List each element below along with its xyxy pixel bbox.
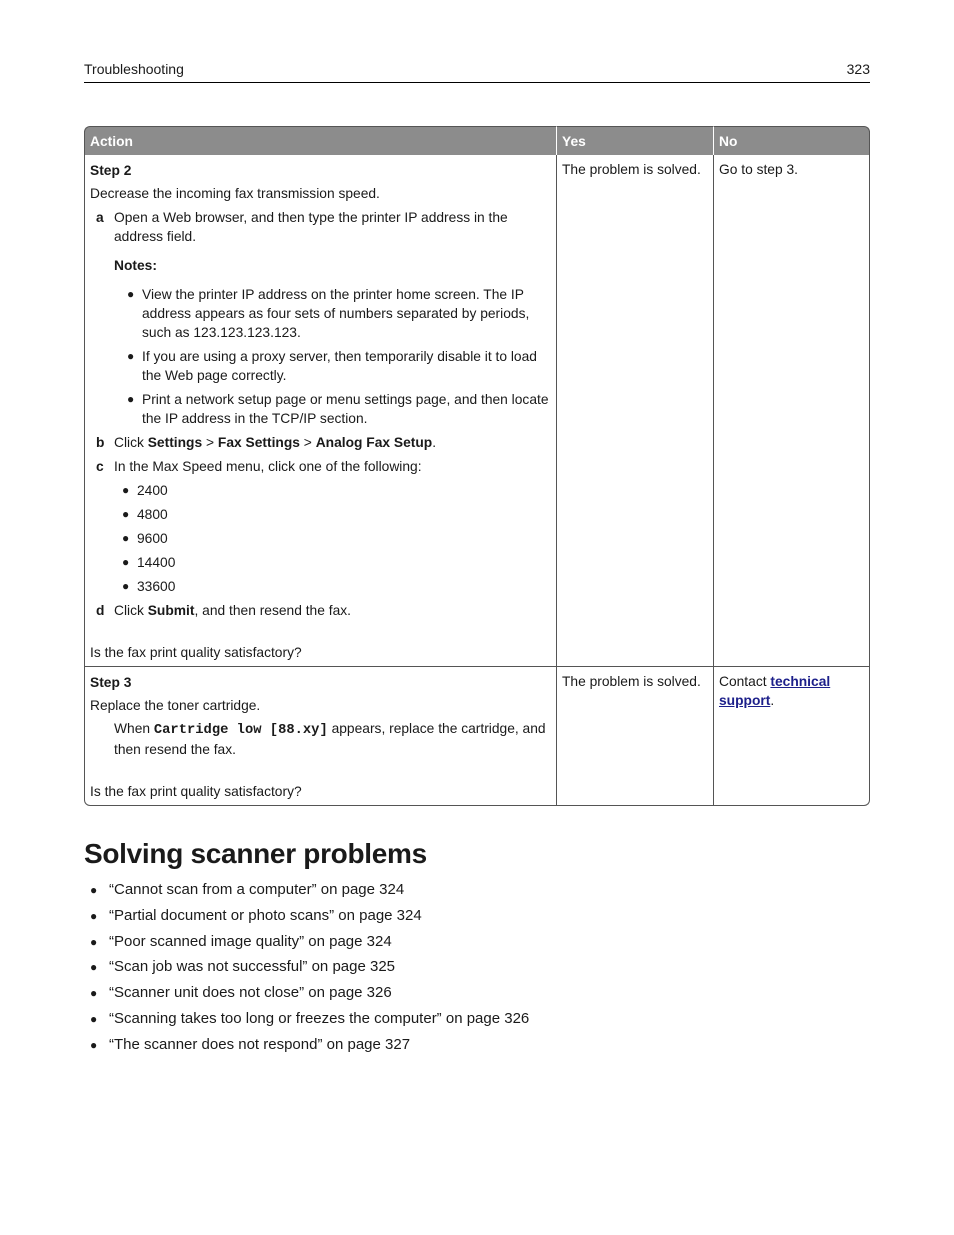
instruction-suffix: appears, replace the cartridge, and then resend the fax. [114,721,546,757]
scanner-problems-list [84,880,529,1061]
step-2-yes-cell: The problem is solved. [557,155,714,667]
step-3-action-cell [84,667,557,806]
list-item [84,932,529,952]
note-item [90,347,551,385]
troubleshooting-table [84,126,870,806]
step-3-title: Step 3 [90,675,132,690]
note-text: If you are using a proxy server, then temporarily disable it to load the Web page correctly. [142,349,537,383]
table-row-step-2 [84,155,870,667]
substep-letter: d [96,603,105,618]
column-header-action: Action [84,126,557,155]
bullet-icon: ● [127,349,135,363]
topic-link[interactable]: “The scanner does not respond” on page 327 [109,1035,411,1053]
speed-option [90,577,551,596]
bullet-icon: ● [90,1011,98,1026]
page-header [84,60,870,83]
substep-text: In the Max Speed menu, click one of the following: [114,459,422,474]
topic-link[interactable]: “Poor scanned image quality” on page 324 [109,932,392,950]
step-2-question: Is the fax print quality satisfactory? [90,645,302,660]
step-3-no-cell [714,667,870,806]
speed-value: 4800 [137,507,168,522]
bullet-icon: ● [127,392,135,406]
substep-text: Open a Web browser, and then type the printer IP address in the address field. [114,210,508,244]
table-row-step-3 [84,667,870,806]
topic-link[interactable]: “Partial document or photo scans” on page 324 [109,906,422,924]
speed-option [90,505,551,524]
speed-option [90,529,551,548]
bullet-icon: ● [90,934,98,949]
list-item [84,957,529,977]
step-2-intro: Decrease the incoming fax transmission speed. [90,186,380,201]
list-item [84,983,529,1003]
step-2-action-cell [84,155,557,667]
list-item [84,1035,529,1055]
step-3-intro: Replace the toner cartridge. [90,698,261,713]
substep-text: Click [114,603,148,618]
bullet-icon: ● [122,579,130,593]
note-item [90,390,551,428]
speed-value: 2400 [137,483,168,498]
speed-value: 33600 [137,579,176,594]
note-text: Print a network setup page or menu settings page, and then locate the IP address in the TCP/IP section. [142,392,549,426]
step-3-yes-cell: The problem is solved. [557,667,714,806]
step-2-substep-a [90,208,551,246]
list-item [84,880,529,900]
step-2-substep-d [90,601,551,620]
menu-path-separator: > [202,435,218,450]
bullet-icon: ● [90,908,98,923]
column-header-yes: Yes [557,126,714,155]
instruction-prefix: When [114,721,154,736]
topic-link[interactable]: “Scan job was not successful” on page 325 [109,958,396,976]
submit-label: Submit [147,603,195,618]
speed-value: 9600 [137,531,168,546]
step-3-instruction [90,719,551,759]
section-heading: Solving scanner problems [84,838,427,869]
menu-path-analog-fax-setup: Analog Fax Setup [315,435,433,450]
technical-support-link[interactable]: technical support [719,674,831,708]
list-item [84,906,529,926]
topic-link[interactable]: “Cannot scan from a computer” on page 324 [109,881,405,898]
speed-option [90,481,551,500]
menu-path-separator: > [299,435,316,450]
bullet-icon: ● [90,1037,98,1052]
contact-suffix: . [770,693,775,708]
column-header-no: No [714,126,870,155]
step-2-substep-c [90,457,551,476]
step-2-substep-b [90,433,551,452]
printer-message-code: Cartridge low [88.xy] [153,723,328,738]
step-2-no-cell: Go to step 3. [714,155,870,667]
speed-value: 14400 [137,555,176,570]
topic-link[interactable]: “Scanning takes too long or freezes the computer” on page 326 [109,1009,530,1027]
substep-text: Click [114,435,148,450]
bullet-icon: ● [90,883,98,897]
speed-option [90,553,551,572]
topic-link[interactable]: “Scanner unit does not close” on page 326 [109,984,392,1002]
menu-path-settings: Settings [147,435,203,450]
menu-path-fax-settings: Fax Settings [217,435,300,450]
substep-letter: c [96,459,104,474]
list-item [84,1009,529,1029]
step-3-question: Is the fax print quality satisfactory? [90,784,302,799]
contact-prefix: Contact [719,674,771,689]
bullet-icon: ● [122,531,130,545]
note-text: View the printer IP address on the printer home screen. The IP address appears as four sets of numbers separated by periods, such as 123.123.123.123. [142,287,530,340]
bullet-icon: ● [122,483,130,497]
bullet-icon: ● [122,555,130,569]
bullet-icon: ● [90,986,98,1001]
header-section-title: Troubleshooting [84,61,184,77]
step-2-title: Step 2 [90,163,132,178]
bullet-icon: ● [90,960,98,975]
notes-label: Notes: [114,258,157,273]
bullet-icon: ● [127,287,135,301]
substep-letter: a [96,210,104,225]
substep-text-end: , and then resend the fax. [194,603,351,618]
page-number: 323 [846,61,870,77]
substep-letter: b [96,435,105,450]
bullet-icon: ● [122,507,130,521]
note-item [90,285,551,342]
table-header-row [84,126,870,155]
sentence-end: . [432,435,437,450]
